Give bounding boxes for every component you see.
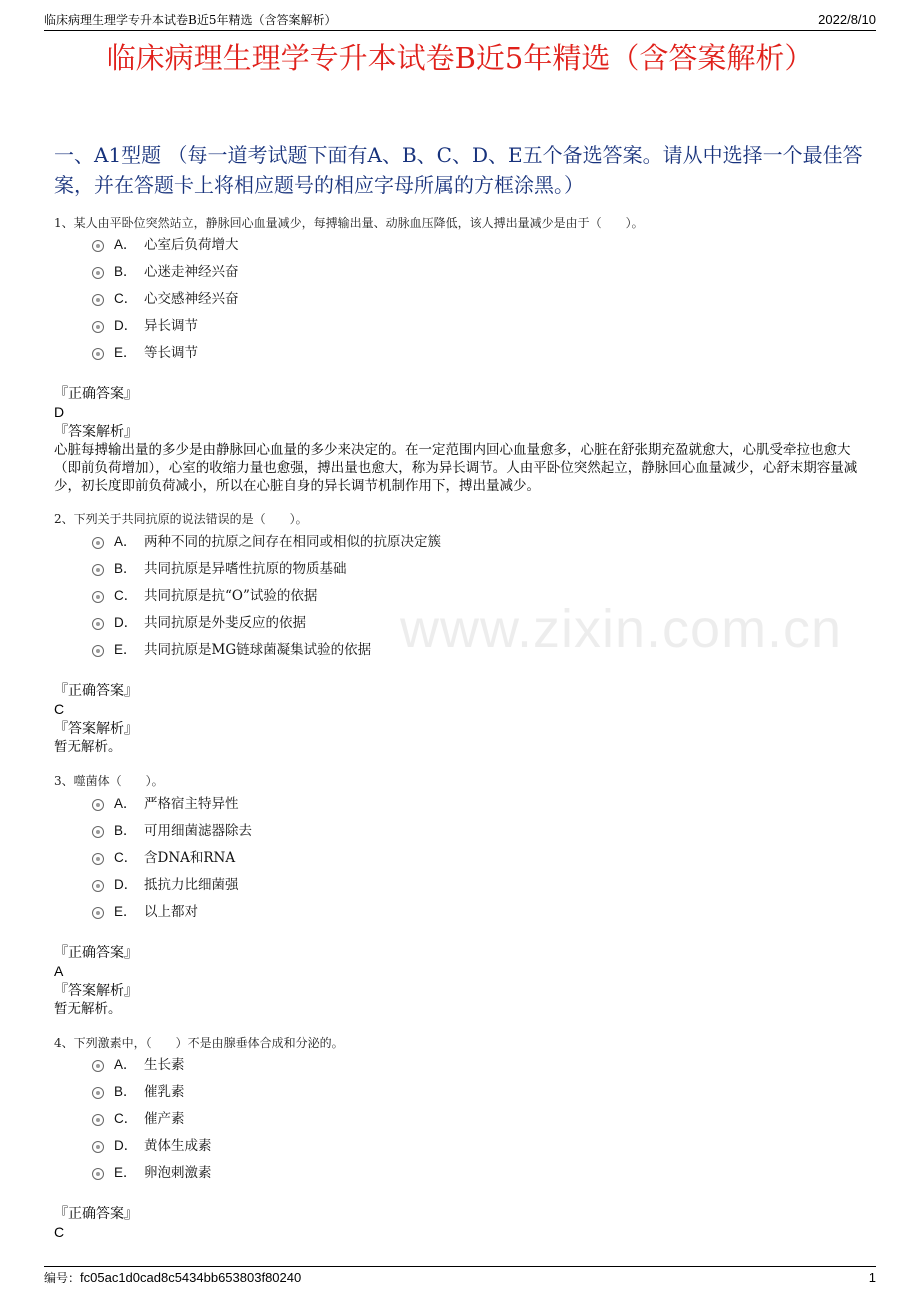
option-b[interactable]: B． 可用细菌滤器除去	[92, 821, 252, 841]
radio-icon[interactable]	[92, 294, 104, 306]
correct-answer: C	[54, 701, 65, 717]
header-doc-title: 临床病理生理学专升本试卷B近5年精选（含答案解析）	[44, 13, 337, 27]
correct-answer-label: 『正确答案』	[54, 386, 138, 402]
radio-icon[interactable]	[92, 1060, 104, 1072]
question-stem: 4、下列激素中，（ ）不是由腺垂体合成和分泌的。	[54, 1036, 344, 1050]
radio-icon[interactable]	[92, 907, 104, 919]
page-header	[44, 10, 876, 31]
radio-icon[interactable]	[92, 799, 104, 811]
radio-icon[interactable]	[92, 564, 104, 576]
option-d[interactable]: D． 共同抗原是外斐反应的依据	[92, 613, 306, 633]
option-c[interactable]: C． 共同抗原是抗“O”试验的依据	[92, 586, 317, 606]
option-a[interactable]: A． 两种不同的抗原之间存在相同或相似的抗原决定簇	[92, 532, 441, 552]
option-b[interactable]: B． 共同抗原是异嗜性抗原的物质基础	[92, 559, 347, 579]
option-c[interactable]: C． 催产素	[92, 1109, 185, 1129]
answer-analysis: 心脏每搏输出量的多少是由静脉回心血量的多少来决定的。在一定范围内回心血量愈多，心脏在舒张期充盈就愈大，心肌受牵拉也愈大（即前负荷增加），心室的收缩力量也愈强，搏出量也愈大，称为异长调节。人由平卧位突然起立，静脉回心血量减少，心舒末期容量减少，初长度即前负荷减小，所以在心脏自身的异长调节机制作用下，搏出量减少。	[54, 442, 858, 494]
option-a[interactable]: A． 生长素	[92, 1055, 185, 1075]
radio-icon[interactable]	[92, 537, 104, 549]
watermark: www.zixin.com.cn	[400, 599, 843, 659]
option-d[interactable]: D． 抵抗力比细菌强	[92, 875, 239, 895]
section-heading: 一、A1型题 （每一道考试题下面有A、B、C、D、E五个备选答案。请从中选择一个最佳答案，并在答题卡上将相应题号的相应字母所属的方框涂黑。）	[54, 143, 863, 197]
option-b[interactable]: B． 催乳素	[92, 1082, 185, 1102]
correct-answer: D	[54, 404, 65, 420]
option-a[interactable]: A． 严格宿主特异性	[92, 794, 239, 814]
header-date: 2022/8/10	[818, 12, 876, 27]
question-stem: 2、下列关于共同抗原的说法错误的是（ ）。	[54, 512, 308, 526]
answer-analysis: 暂无解析。	[54, 739, 122, 755]
radio-icon[interactable]	[92, 826, 104, 838]
radio-icon[interactable]	[92, 618, 104, 630]
radio-icon[interactable]	[92, 1168, 104, 1180]
option-a[interactable]: A． 心室后负荷增大	[92, 235, 239, 255]
radio-icon[interactable]	[92, 1114, 104, 1126]
correct-answer-label: 『正确答案』	[54, 1206, 138, 1222]
option-e[interactable]: E． 以上都对	[92, 902, 198, 922]
correct-answer-label: 『正确答案』	[54, 683, 138, 699]
option-c[interactable]: C． 心交感神经兴奋	[92, 289, 239, 309]
analysis-label: 『答案解析』	[54, 424, 138, 440]
correct-answer: C	[54, 1224, 65, 1240]
radio-icon[interactable]	[92, 267, 104, 279]
document-id-label: 编号：	[44, 1271, 81, 1285]
analysis-label: 『答案解析』	[54, 721, 138, 737]
radio-icon[interactable]	[92, 348, 104, 360]
document-id-value: fc05ac1d0cad8c5434bb653803f80240	[80, 1270, 302, 1285]
radio-icon[interactable]	[92, 591, 104, 603]
radio-icon[interactable]	[92, 853, 104, 865]
document-id	[44, 1267, 301, 1289]
radio-icon[interactable]	[92, 645, 104, 657]
option-b[interactable]: B． 心迷走神经兴奋	[92, 262, 239, 282]
option-e[interactable]: E． 卵泡刺激素	[92, 1163, 212, 1183]
radio-icon[interactable]	[92, 1141, 104, 1153]
radio-icon[interactable]	[92, 240, 104, 252]
radio-icon[interactable]	[92, 1087, 104, 1099]
correct-answer: A	[54, 963, 64, 979]
answer-analysis: 暂无解析。	[54, 1001, 122, 1017]
option-c[interactable]: C． 含DNA和RNA	[92, 848, 235, 868]
option-e[interactable]: E． 共同抗原是MG链球菌凝集试验的依据	[92, 640, 371, 660]
page-footer	[44, 1266, 876, 1287]
option-d[interactable]: D． 黄体生成素	[92, 1136, 212, 1156]
correct-answer-label: 『正确答案』	[54, 945, 138, 961]
option-e[interactable]: E． 等长调节	[92, 343, 198, 363]
radio-icon[interactable]	[92, 880, 104, 892]
radio-icon[interactable]	[92, 321, 104, 333]
question-stem: 3、噬菌体（ ）。	[54, 774, 164, 788]
document-title: 临床病理生理学专升本试卷B近5年精选（含答案解析）	[106, 41, 814, 75]
page-number: 1	[868, 1270, 876, 1285]
question-stem: 1、某人由平卧位突然站立，静脉回心血量减少，每搏输出量、动脉血压降低，该人搏出量减少是由于（ ）。	[54, 216, 644, 230]
analysis-label: 『答案解析』	[54, 983, 138, 999]
option-d[interactable]: D． 异长调节	[92, 316, 198, 336]
